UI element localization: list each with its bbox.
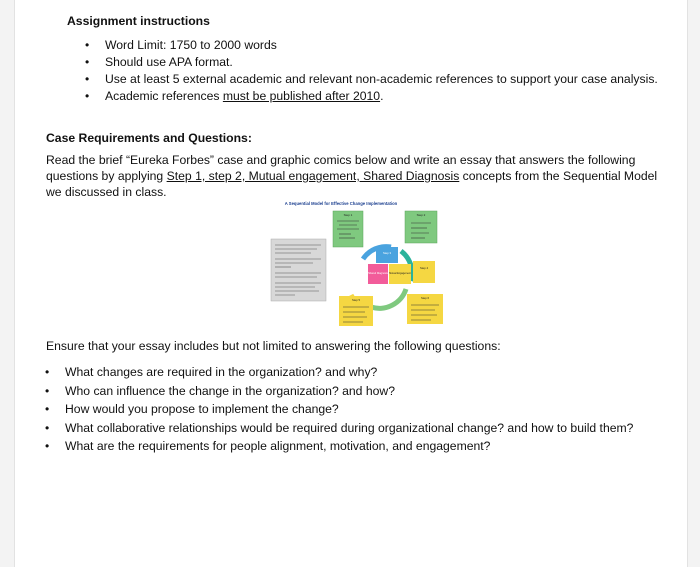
- bullet-icon: •: [85, 89, 90, 103]
- step-4-box: [413, 261, 435, 283]
- list-item: • Word Limit: 1750 to 2000 words: [85, 38, 277, 52]
- shared-diagnosis-label: Shared Diagnosis: [368, 272, 388, 275]
- assignment-bullet-list: [85, 37, 675, 105]
- bullet-icon: •: [85, 38, 90, 52]
- step-2-label: Step 2: [416, 213, 426, 217]
- list-item: • Who can influence the change in the organization? and how?: [45, 383, 395, 398]
- mutual-engagement-label: Mutual Engagement: [389, 272, 411, 275]
- list-item: • What changes are required in the organization? and why?: [45, 365, 378, 379]
- list-item: • What are the requirements for people alignment, motivation, and engagement?: [45, 439, 491, 453]
- step-6-label: Step 6: [420, 296, 430, 300]
- list-item: • How would you propose to implement the change?: [45, 402, 339, 416]
- bullet-icon: •: [85, 72, 90, 86]
- list-item: • Use at least 5 external academic and relevant non-academic references to support your case analysis.: [85, 72, 658, 86]
- bullet-icon: •: [85, 55, 90, 69]
- cycle-arrow: [371, 289, 406, 308]
- bullet-icon: •: [45, 402, 50, 416]
- assignment-title: Assignment instructions: [67, 14, 210, 28]
- bullet-icon: •: [45, 365, 50, 379]
- list-item: • Should use APA format.: [85, 55, 233, 69]
- bullet-icon: •: [45, 439, 50, 453]
- bullet-icon: •: [45, 420, 50, 435]
- step-5-label: Step 5: [351, 298, 361, 302]
- sequential-model-diagram: [251, 199, 451, 329]
- document-page: [14, 0, 688, 567]
- underlined-concepts: Step 1, step 2, Mutual engagement, Shared Diagnosis: [166, 169, 460, 183]
- list-item: • Academic references must be published after 2010.: [85, 89, 384, 103]
- step-3-box: [376, 247, 398, 263]
- underlined-text: must be published after 2010: [222, 89, 381, 103]
- step-3-label: Step 3: [382, 251, 392, 255]
- ensure-intro: Ensure that your essay includes but not limited to answering the following questions:: [46, 339, 501, 353]
- diagram-title: A Sequential Model for Effective Change Implementation: [284, 201, 398, 206]
- step-4-label: Step 4: [419, 266, 429, 270]
- step-1-label: Step 1: [343, 213, 353, 217]
- case-requirements-title: Case Requirements and Questions:: [46, 131, 252, 145]
- list-item: • What collaborative relationships would be required during organizational change? and how to build them?: [45, 420, 634, 435]
- questions-list: [45, 364, 675, 457]
- legend-box: [271, 239, 326, 301]
- bullet-icon: •: [45, 383, 50, 398]
- case-paragraph: Read the brief “Eureka Forbes” case and graphic comics below and write an essay that answers the following questions by applying Step 1, step 2, Mutual engagement, Shared Diagnosis concepts from the Sequential Model we discussed in class.: [46, 153, 658, 199]
